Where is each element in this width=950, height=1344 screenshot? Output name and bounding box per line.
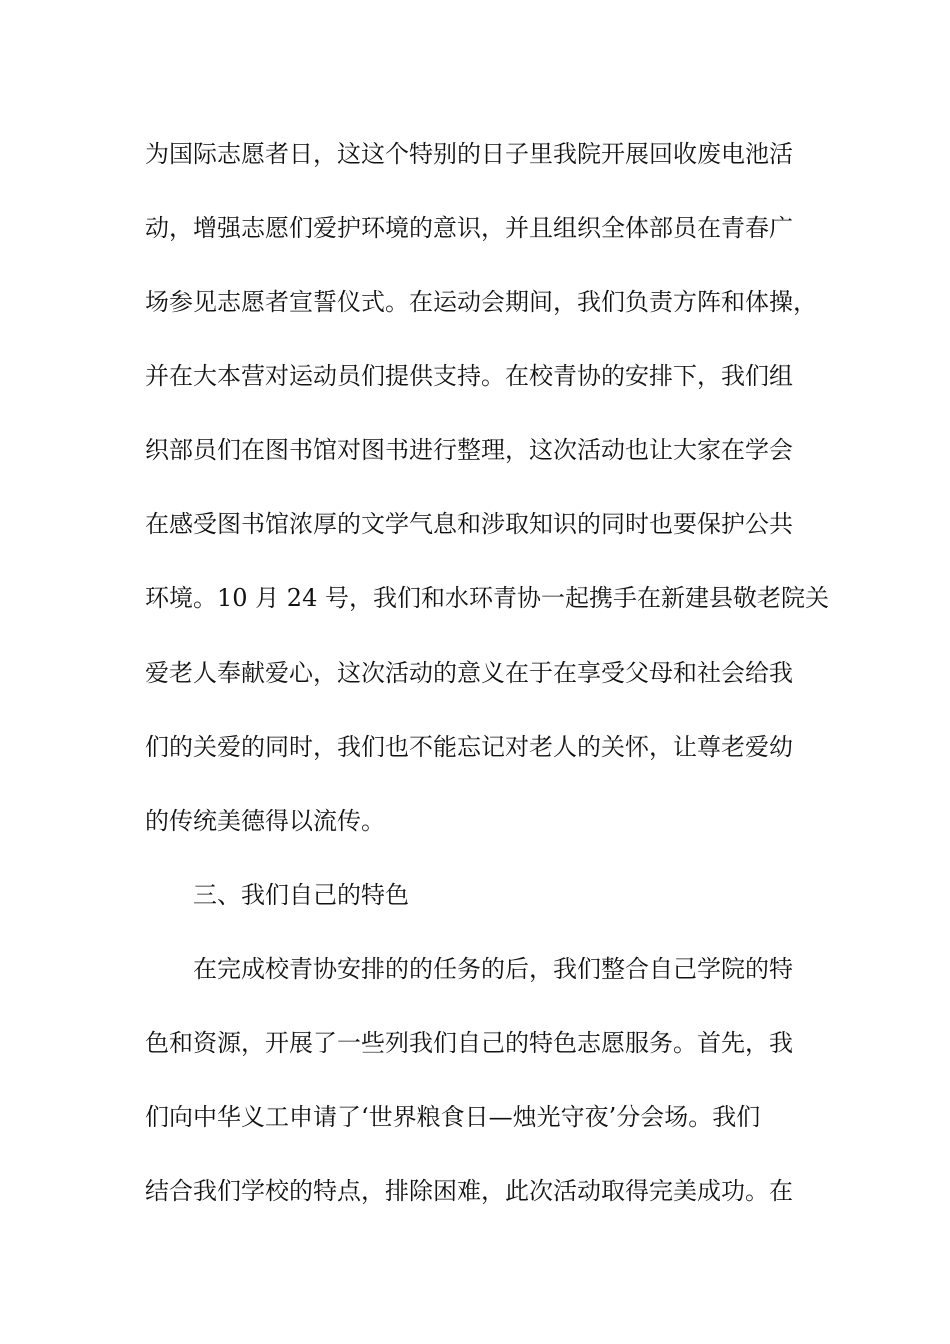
paragraph-line: 的传统美德得以流传。 <box>145 807 385 835</box>
paragraph-line: 场参见志愿者宣誓仪式。在运动会期间，我们负责方阵和体操， <box>145 288 817 316</box>
paragraph-line: 环境。10 月 24 号，我们和水环青协一起携手在新建县敬老院关 <box>145 584 829 612</box>
paragraph-line: 们的关爱的同时，我们也不能忘记对老人的关怀，让尊老爱幼 <box>145 733 793 761</box>
paragraph-line: 在感受图书馆浓厚的文学气息和涉取知识的同时也要保护公共 <box>145 510 793 538</box>
paragraph-line: 为国际志愿者日，这这个特别的日子里我院开展回收废电池活 <box>145 140 793 168</box>
paragraph-line: 们向中华义工申请了‘世界粮食日—烛光守夜’分会场。我们 <box>145 1103 761 1131</box>
paragraph-line: 结合我们学校的特点，排除困难，此次活动取得完美成功。在 <box>145 1177 793 1205</box>
paragraph-line: 织部员们在图书馆对图书进行整理，这次活动也让大家在学会 <box>145 436 793 464</box>
paragraph-line: 动，增强志愿们爱护环境的意识，并且组织全体部员在青春广 <box>145 214 793 242</box>
paragraph-line: 在完成校青协安排的的任务的后，我们整合自己学院的特 <box>193 955 793 983</box>
paragraph-line: 色和资源，开展了一些列我们自己的特色志愿服务。首先，我 <box>145 1029 793 1057</box>
paragraph-line: 爱老人奉献爱心，这次活动的意义在于在享受父母和社会给我 <box>145 659 793 687</box>
paragraph-line: 并在大本营对运动员们提供支持。在校青协的安排下，我们组 <box>145 362 793 390</box>
section-heading: 三、我们自己的特色 <box>193 881 409 909</box>
